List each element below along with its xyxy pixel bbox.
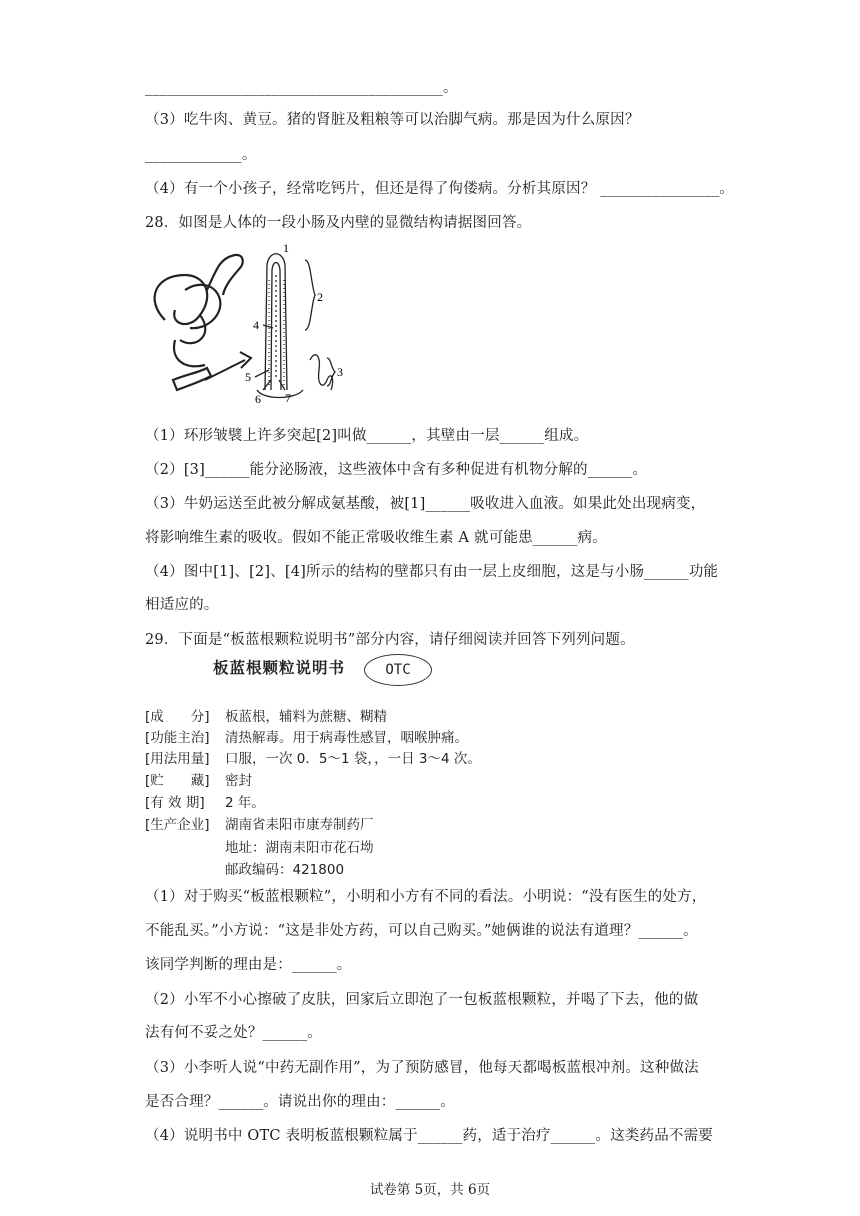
text-line: 不能乱买。”小方说：“这是非处方药，可以自己购买。”她俩谁的说法有道理？______。 bbox=[145, 923, 698, 939]
leaflet-key: [功能主治] bbox=[145, 730, 210, 746]
page-footer: 试卷第 5页，共 6页 bbox=[369, 1182, 491, 1198]
text-line: 是否合理？______。请说出你的理由：______。 bbox=[145, 1094, 455, 1110]
text-line: （1）环形皱襞上许多突起[2]叫做______，其壁由一层______组成。 bbox=[145, 428, 589, 444]
figure-label-3: 3 bbox=[337, 365, 343, 379]
figure-label-7: 7 bbox=[285, 391, 291, 405]
leaflet-row bbox=[145, 858, 344, 878]
figure-label-6: 6 bbox=[255, 392, 261, 406]
text-line: 相适应的。 bbox=[145, 597, 219, 613]
text-line: （2）[3]______能分泌肠液，这些液体中含有多种促进有机物分解的______。 bbox=[145, 462, 648, 478]
leaflet-key: [用法用量] bbox=[145, 751, 210, 767]
figure-label-1: 1 bbox=[283, 241, 289, 255]
figure-label-4: 4 bbox=[253, 318, 259, 332]
leaflet-row bbox=[145, 836, 374, 856]
leaflet-row bbox=[145, 726, 468, 746]
small-intestine-figure bbox=[145, 240, 355, 412]
text-line: （2）小军不小心擦破了皮肤，回家后立即泡了一包板蓝根颗粒，并喝了下去，他的做 bbox=[145, 992, 699, 1008]
leaflet-key: [贮 藏] bbox=[145, 773, 210, 789]
text-line: （4）图中[1]、[2]、[4]所示的结构的壁都只有由一层上皮细胞，这是与小肠______功能 bbox=[145, 564, 719, 580]
text-line: （3）吃牛肉、黄豆。猪的肾脏及粗粮等可以治脚气病。那是因为什么原因？ bbox=[145, 112, 640, 128]
text-line: （3）小李听人说“中药无副作用”，为了预防感冒，他每天都喝板蓝根冲剂。这种做法 bbox=[145, 1060, 699, 1076]
text-line: （4）说明书中 OTC 表明板蓝根颗粒属于______药，适于治疗______。这类药品不需要 bbox=[145, 1128, 713, 1144]
text-line: 将影响维生素的吸收。假如不能正常吸收维生素 A 就可能患______病。 bbox=[145, 530, 607, 546]
drug-leaflet bbox=[145, 650, 545, 885]
question-28-heading: 28．如图是人体的一段小肠及内壁的显微结构请据图回答。 bbox=[145, 215, 532, 231]
leaflet-value: 2 年。 bbox=[225, 795, 265, 811]
leaflet-value: 密封 bbox=[225, 773, 252, 789]
otc-badge: OTC bbox=[364, 654, 432, 686]
text-line: 法有何不妥之处？______。 bbox=[145, 1025, 322, 1041]
text-line: （3）牛奶运送至此被分解成氨基酸，被[1]______吸收进入血液。如果此处出现病变， bbox=[145, 496, 706, 512]
figure-label-2: 2 bbox=[317, 290, 323, 304]
leaflet-value: 湖南省耒阳市康寿制药厂 bbox=[225, 817, 374, 833]
leaflet-value: 口服，一次 0．5～1 袋，，一日 3～4 次。 bbox=[225, 751, 481, 767]
leaflet-row bbox=[145, 747, 481, 767]
leaflet-value: 清热解毒。用于病毒性感冒，咽喉肿痛。 bbox=[225, 730, 468, 746]
leaflet-key: [生产企业] bbox=[145, 817, 210, 833]
leaflet-key: [有 效 期] bbox=[145, 795, 205, 811]
leaflet-row bbox=[145, 705, 387, 725]
leaflet-key: [成 分] bbox=[145, 709, 210, 725]
text-line: （4）有一个小孩子，经常吃钙片，但还是得了佝偻病。分析其原因？ ________________。 bbox=[145, 181, 735, 197]
text-line: 该同学判断的理由是：______。 bbox=[145, 957, 352, 973]
question-29-heading: 29．下面是“板蓝根颗粒说明书”部分内容，请仔细阅读并回答下列列问题。 bbox=[145, 632, 635, 648]
text-line: （1）对于购买“板蓝根颗粒”，小明和小方有不同的看法。小明说：“没有医生的处方， bbox=[145, 889, 707, 905]
text-line: ________________________________________。 bbox=[145, 80, 458, 96]
figure-label-5: 5 bbox=[245, 370, 251, 384]
text-line: _____________。 bbox=[145, 147, 257, 163]
leaflet-row bbox=[145, 813, 374, 833]
leaflet-value: 板蓝根，辅料为蔗糖、糊精 bbox=[225, 709, 387, 725]
leaflet-row bbox=[145, 791, 265, 811]
leaflet-value: 邮政编码：421800 bbox=[225, 862, 345, 878]
leaflet-row bbox=[145, 769, 252, 789]
leaflet-title: 板蓝根颗粒说明书 bbox=[213, 659, 346, 677]
leaflet-value: 地址：湖南耒阳市花石坳 bbox=[225, 840, 374, 856]
